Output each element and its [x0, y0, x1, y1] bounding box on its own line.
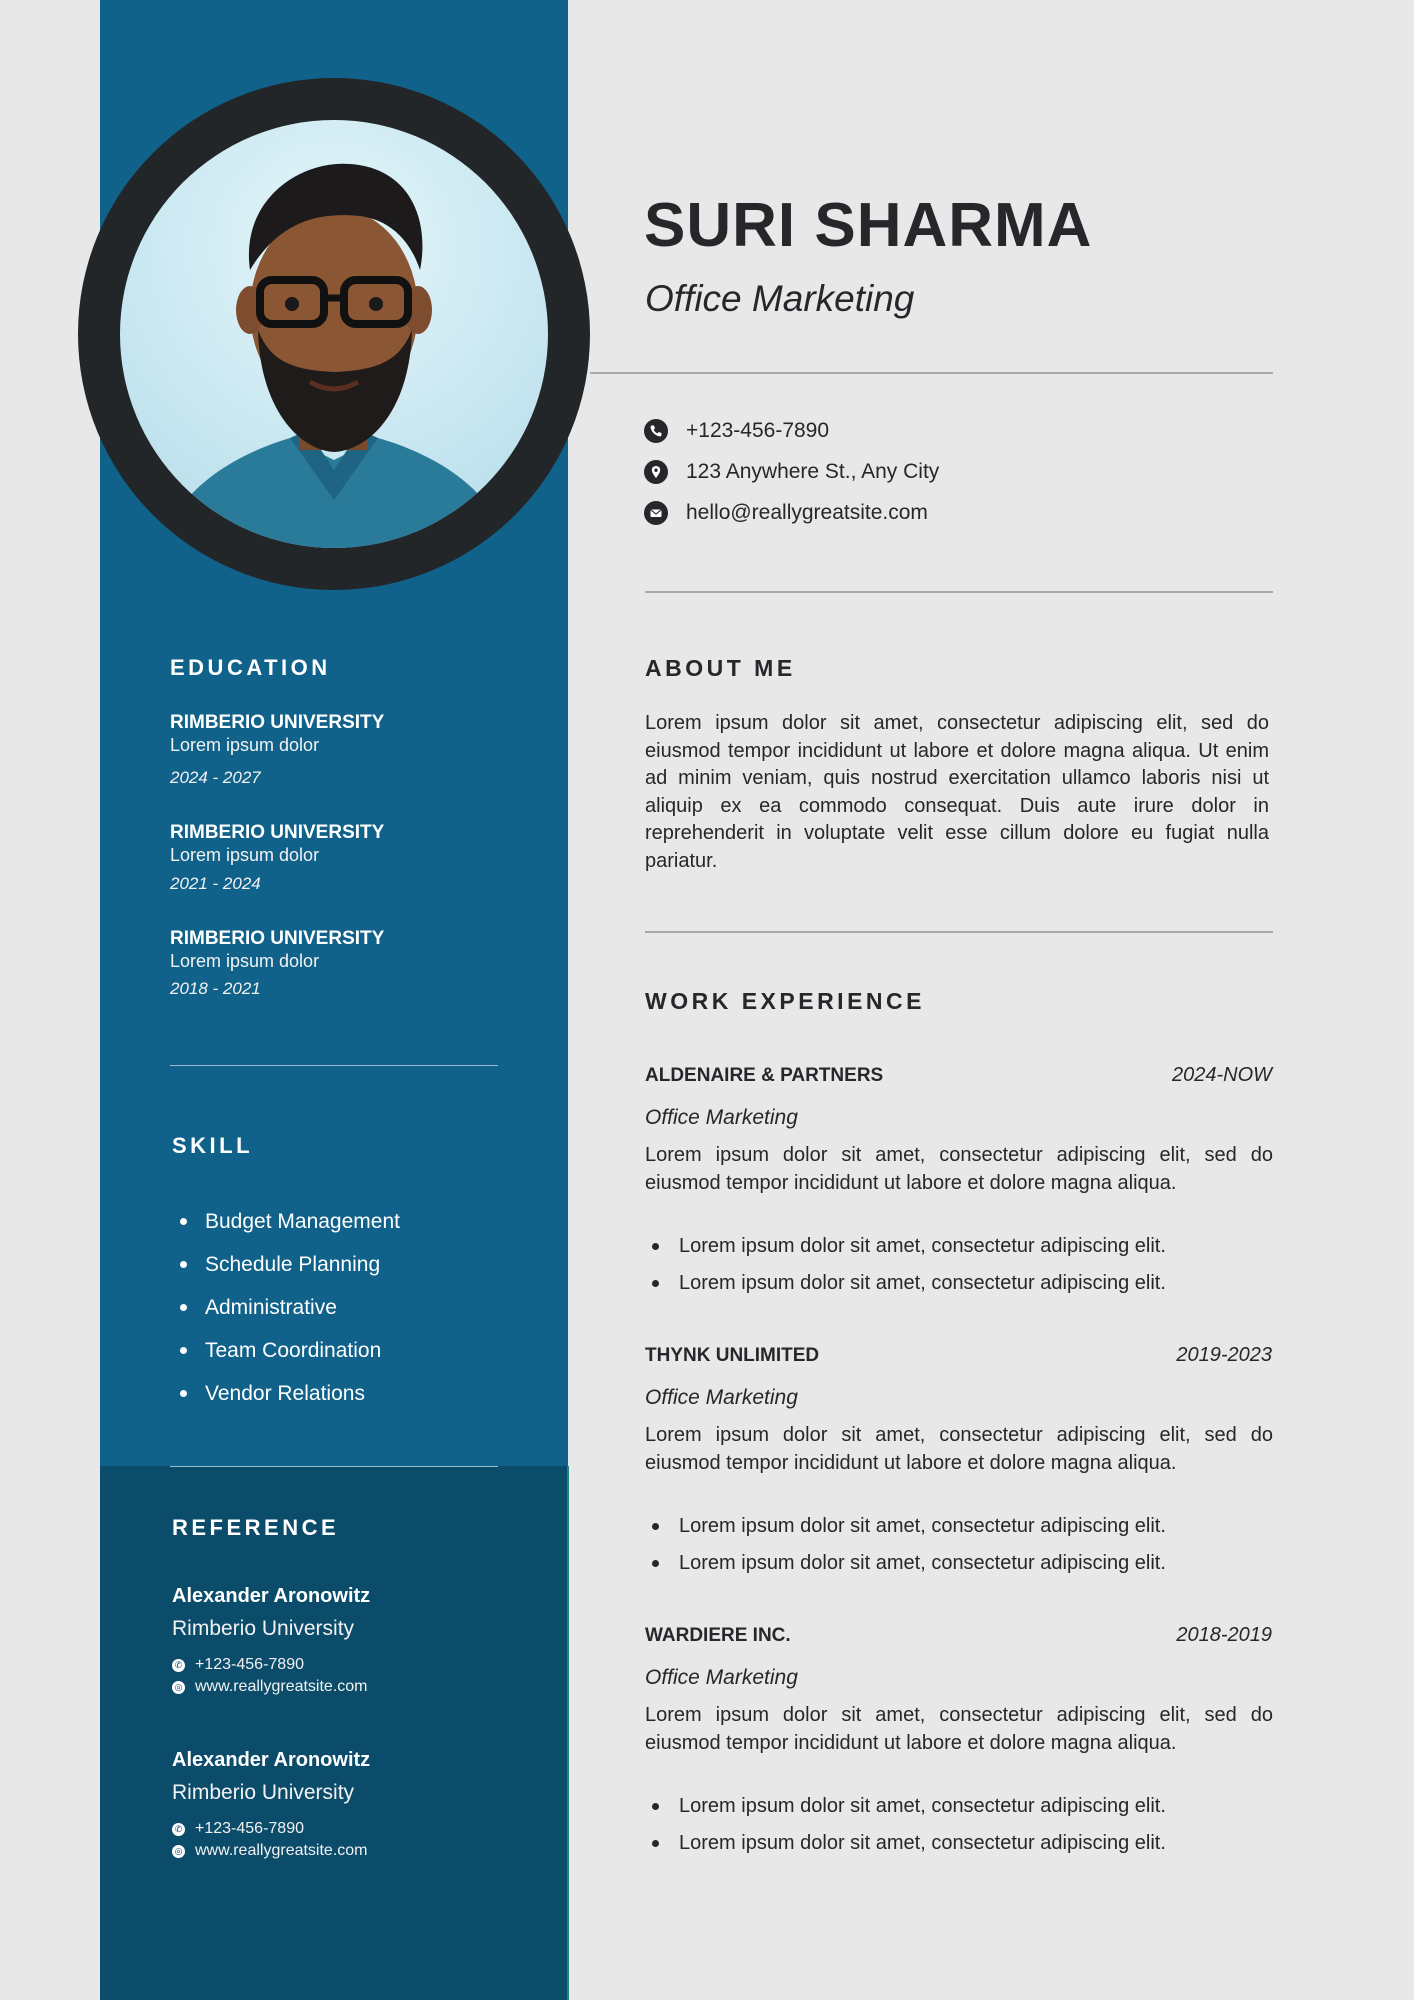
- reference-website-text: www.reallygreatsite.com: [195, 1842, 368, 1859]
- reference-phone: [172, 1820, 304, 1838]
- job-company: WARDIERE INC.: [645, 1625, 791, 1646]
- bullet-icon: [180, 1218, 187, 1225]
- education-description: Lorem ipsum dolor: [170, 951, 320, 971]
- job-description: Lorem ipsum dolor sit amet, consectetur adipiscing elit, sed do eiusmod tempor incididunt ut labore et dolore magna aliqua.: [645, 1144, 1273, 1194]
- sidebar-divider: [170, 1466, 498, 1467]
- reference-heading: REFERENCE: [172, 1515, 340, 1540]
- envelope-icon: [644, 501, 668, 525]
- skill-list: [172, 1200, 400, 1415]
- portrait-illustration: [120, 120, 548, 548]
- education-heading: EDUCATION: [170, 655, 331, 680]
- about-divider: [645, 931, 1273, 933]
- education-years: 2021 - 2024: [170, 874, 261, 893]
- profile-photo: [120, 120, 548, 548]
- about-text: Lorem ipsum dolor sit amet, consectetur adipiscing elit, sed do eiusmod tempor incididunt ut labore et dolore magna aliqua. Ut enim ad minim veniam, quis nostrud exercitation ullamco laboris nisi ut aliquip ex ea commodo consequat. Duis aute irure dolor in reprehenderit in voluptate velit esse cillum dolore eu fugiat nulla pariatur.: [645, 712, 1269, 872]
- globe-icon: ◎: [172, 1845, 185, 1858]
- skill-item: [172, 1329, 400, 1372]
- job-dates: 2024-NOW: [1171, 1064, 1272, 1086]
- job-bullet-list: [652, 1508, 1166, 1582]
- education-school: RIMBERIO UNIVERSITY: [170, 822, 385, 843]
- education-school: RIMBERIO UNIVERSITY: [170, 712, 385, 733]
- location-pin-icon: [644, 460, 668, 484]
- bullet-icon: [180, 1390, 187, 1397]
- skill-item: [172, 1372, 400, 1415]
- reference-name: Alexander Aronowitz: [172, 1749, 371, 1771]
- education-years: 2024 - 2027: [170, 768, 261, 787]
- phone-icon: [644, 419, 668, 443]
- about-heading: ABOUT ME: [645, 655, 796, 681]
- bullet-icon: [180, 1347, 187, 1354]
- job-company: ALDENAIRE & PARTNERS: [645, 1065, 884, 1086]
- job-company: THYNK UNLIMITED: [645, 1345, 820, 1366]
- globe-icon: ◎: [172, 1681, 185, 1694]
- bullet-icon: [652, 1280, 659, 1287]
- contact-phone: [644, 419, 829, 443]
- education-description: Lorem ipsum dolor: [170, 735, 320, 755]
- job-bullet-text: Lorem ipsum dolor sit amet, consectetur adipiscing elit.: [679, 1832, 1166, 1854]
- job-bullet-list: [652, 1228, 1166, 1302]
- education-years: 2018 - 2021: [170, 979, 261, 998]
- header-divider: [590, 372, 1273, 374]
- sidebar-divider: [170, 1065, 498, 1066]
- sidebar-reference-panel: [100, 1466, 568, 2000]
- job-bullet-text: Lorem ipsum dolor sit amet, consectetur adipiscing elit.: [679, 1515, 1166, 1537]
- contact-phone-text: +123-456-7890: [686, 419, 830, 442]
- contact-divider: [645, 591, 1273, 593]
- reference-phone: [172, 1656, 304, 1674]
- contact-address: [644, 460, 939, 484]
- job-bullet: [652, 1265, 1166, 1302]
- work-heading: WORK EXPERIENCE: [645, 988, 925, 1014]
- skill-label: Vendor Relations: [205, 1381, 365, 1405]
- phone-icon: ✆: [172, 1659, 185, 1672]
- job-bullet: [652, 1825, 1166, 1862]
- education-description: Lorem ipsum dolor: [170, 845, 320, 865]
- job-bullet-text: Lorem ipsum dolor sit amet, consectetur adipiscing elit.: [679, 1272, 1166, 1294]
- bullet-icon: [652, 1560, 659, 1567]
- sidebar-edge-line: [567, 1466, 569, 2000]
- candidate-name: SURI SHARMA: [644, 191, 1093, 260]
- job-role: Office Marketing: [645, 1666, 798, 1689]
- job-bullet: [652, 1228, 1166, 1265]
- bullet-icon: [652, 1803, 659, 1810]
- reference-name: Alexander Aronowitz: [172, 1585, 371, 1607]
- job-bullet: [652, 1508, 1166, 1545]
- skill-label: Administrative: [205, 1295, 337, 1319]
- reference-phone-text: +123-456-7890: [195, 1656, 304, 1673]
- skill-label: Schedule Planning: [205, 1252, 381, 1276]
- reference-website: [172, 1678, 368, 1696]
- job-bullet-list: [652, 1788, 1166, 1862]
- contact-address-text: 123 Anywhere St., Any City: [686, 460, 940, 483]
- education-school: RIMBERIO UNIVERSITY: [170, 928, 385, 949]
- contact-email-text: hello@reallygreatsite.com: [686, 501, 928, 524]
- reference-website-text: www.reallygreatsite.com: [195, 1678, 368, 1695]
- job-dates: 2018-2019: [1176, 1624, 1272, 1646]
- reference-organization: Rimberio University: [172, 1781, 355, 1804]
- candidate-title: Office Marketing: [645, 278, 915, 319]
- bullet-icon: [652, 1840, 659, 1847]
- phone-icon: ✆: [172, 1823, 185, 1836]
- reference-phone-text: +123-456-7890: [195, 1820, 304, 1837]
- skill-label: Team Coordination: [205, 1338, 382, 1362]
- job-description: Lorem ipsum dolor sit amet, consectetur adipiscing elit, sed do eiusmod tempor incididunt ut labore et dolore magna aliqua.: [645, 1424, 1273, 1474]
- job-bullet-text: Lorem ipsum dolor sit amet, consectetur adipiscing elit.: [679, 1235, 1166, 1257]
- job-role: Office Marketing: [645, 1386, 798, 1409]
- job-bullet-text: Lorem ipsum dolor sit amet, consectetur adipiscing elit.: [679, 1552, 1166, 1574]
- bullet-icon: [652, 1523, 659, 1530]
- skill-item: [172, 1286, 400, 1329]
- skill-label: Budget Management: [205, 1209, 400, 1233]
- job-bullet: [652, 1788, 1166, 1825]
- job-role: Office Marketing: [645, 1106, 798, 1129]
- reference-website: [172, 1842, 368, 1860]
- job-dates: 2019-2023: [1176, 1344, 1272, 1366]
- skill-heading: SKILL: [172, 1133, 254, 1158]
- reference-organization: Rimberio University: [172, 1617, 355, 1640]
- bullet-icon: [180, 1304, 187, 1311]
- job-bullet: [652, 1545, 1166, 1582]
- bullet-icon: [652, 1243, 659, 1250]
- skill-item: [172, 1200, 400, 1243]
- contact-email: [644, 501, 928, 525]
- job-bullet-text: Lorem ipsum dolor sit amet, consectetur adipiscing elit.: [679, 1795, 1166, 1817]
- skill-item: [172, 1243, 400, 1286]
- bullet-icon: [180, 1261, 187, 1268]
- job-description: Lorem ipsum dolor sit amet, consectetur adipiscing elit, sed do eiusmod tempor incididunt ut labore et dolore magna aliqua.: [645, 1704, 1273, 1754]
